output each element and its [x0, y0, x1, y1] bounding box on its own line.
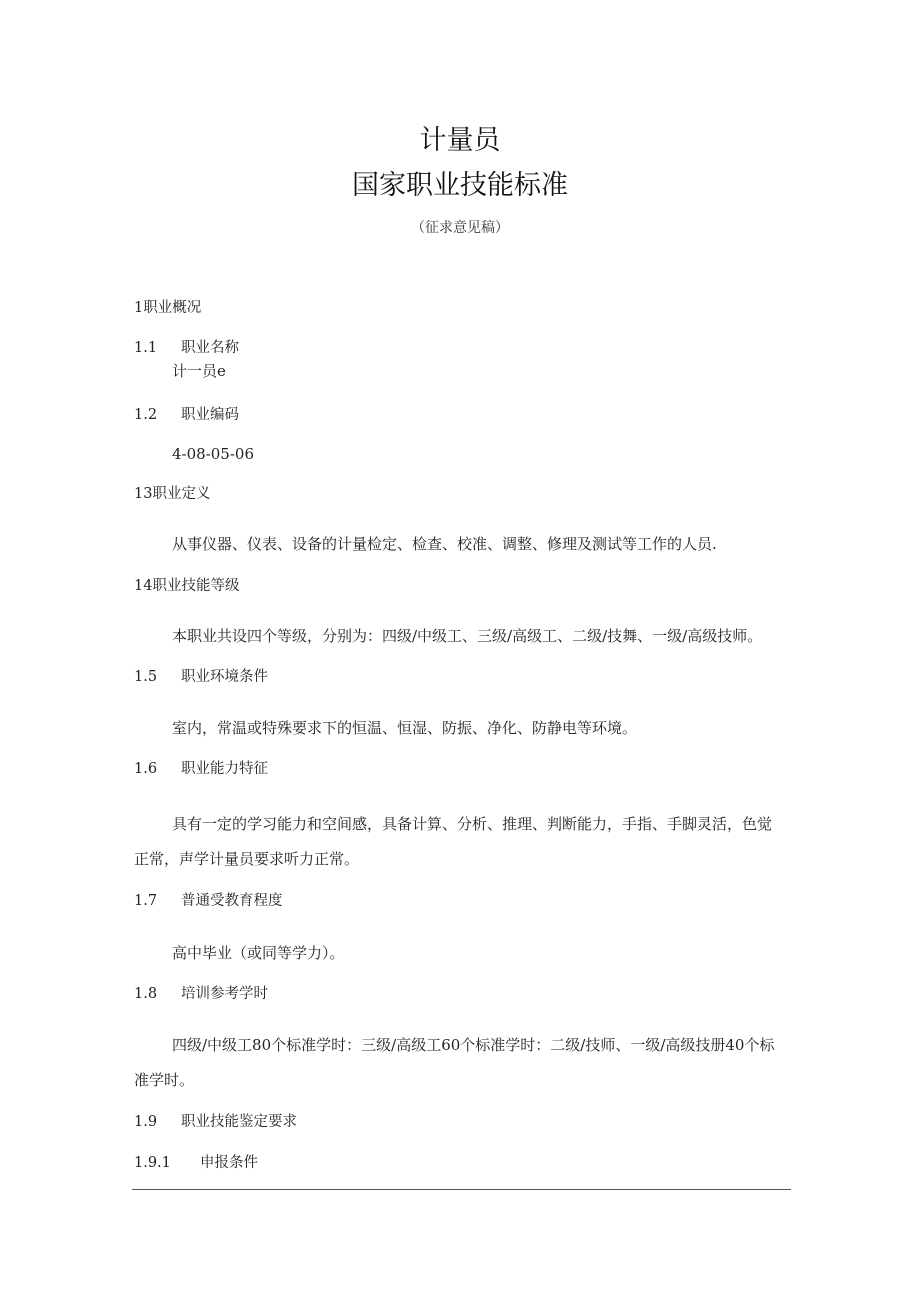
- section-label: 职业技能鉴定要求: [181, 1114, 297, 1130]
- section-label: 职业编码: [181, 407, 239, 423]
- section-1-2-heading: [134, 403, 239, 424]
- section-1-9-1-heading: [134, 1151, 258, 1172]
- section-number: 1.9.1: [134, 1155, 171, 1171]
- section-label: 培训参考学时: [181, 986, 268, 1002]
- section-label: 普通受教育程度: [181, 893, 283, 909]
- section-label: 申报条件: [200, 1155, 258, 1171]
- section-label: 职业环境条件: [181, 669, 268, 685]
- section-1-heading: 1职业概况: [134, 300, 202, 316]
- section-1-9-heading: [134, 1110, 297, 1131]
- document-subtitle: （征求意见稿）: [411, 220, 509, 236]
- section-1-6-heading: [134, 757, 268, 778]
- section-1-7-heading: [134, 889, 283, 910]
- ability-text-line2: 正常，声学计量员要求听力正常。: [134, 850, 360, 868]
- section-number: 1.7: [134, 893, 158, 909]
- section-1-8-heading: [134, 982, 268, 1003]
- section-1-4-heading: 14职业技能等级: [134, 578, 240, 594]
- document-title-line2: 国家职业技能标准: [352, 170, 568, 201]
- section-number: 1.2: [134, 407, 158, 423]
- section-label: 职业名称: [181, 340, 239, 356]
- ability-text-line1: 具有一定的学习能力和空间感，具备计算、分析、推理、判断能力，手指、手脚灵活，色觉: [172, 815, 773, 833]
- skill-levels-text: 本职业共设四个等级，分别为：四级/中级工、三级/高级工、二级/技舞、一级/高级技师。: [172, 627, 763, 645]
- training-hours-line1: 四级/中级工80个标准学时：三级/高级工60个标准学时：二级/技师、一级/高级技册40个标: [172, 1036, 775, 1054]
- section-number: 1.8: [134, 986, 158, 1002]
- occupation-name-value: 计一员e: [172, 362, 226, 380]
- occupation-definition-text: 从事仪器、仪表、设备的计量检定、检查、校准、调整、修理及测试等工作的人员.: [172, 535, 717, 553]
- section-number: 1.1: [134, 340, 158, 356]
- environment-text: 室内，常温或特殊要求下的恒温、恒湿、防振、净化、防静电等环境。: [172, 719, 638, 737]
- section-1-1-heading: [134, 336, 239, 357]
- section-number: 1.6: [134, 761, 158, 777]
- section-1-5-heading: [134, 665, 268, 686]
- education-text: 高中毕业（或同等学力）。: [172, 944, 345, 962]
- section-number: 1.5: [134, 669, 158, 685]
- section-number: 1.9: [134, 1114, 158, 1130]
- occupation-code-value: 4-08-05-06: [172, 445, 255, 463]
- footer-divider: [132, 1189, 791, 1190]
- section-1-3-heading: 13职业定义: [134, 486, 211, 502]
- document-title-line1: 计量员: [419, 125, 501, 156]
- section-label: 职业能力特征: [181, 761, 268, 777]
- training-hours-line2: 准学时。: [134, 1071, 195, 1089]
